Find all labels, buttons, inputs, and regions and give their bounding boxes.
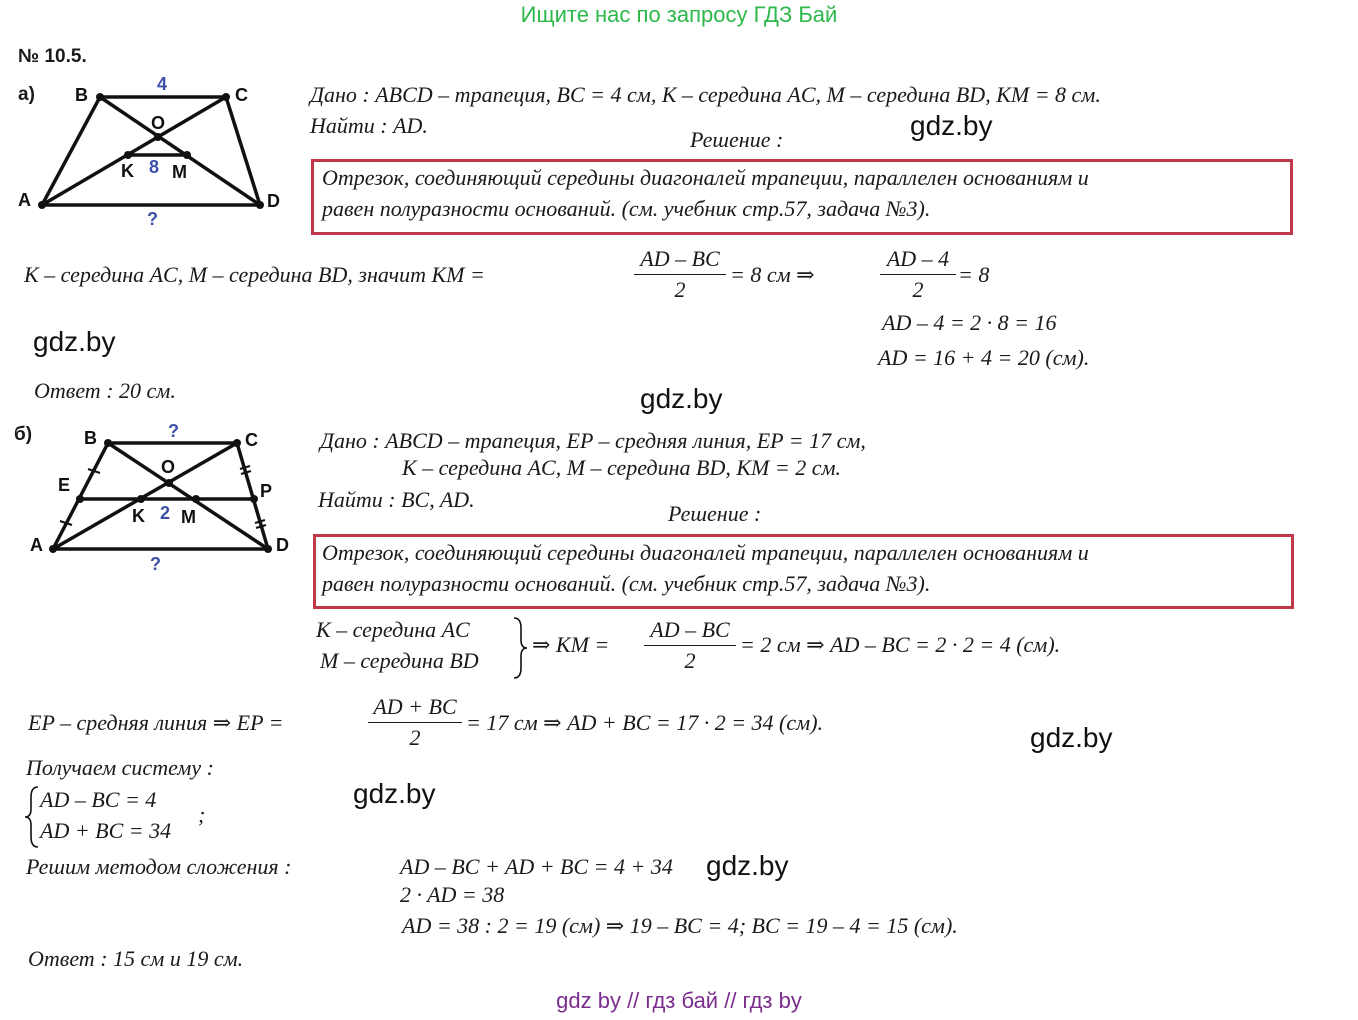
theorem-a-line1: Отрезок, соединяющий середины диагоналей трапеции, параллелен основаниям и	[322, 165, 1089, 190]
trapezoid-b-figure	[0, 410, 310, 580]
vertex-b-label: B	[75, 85, 88, 105]
vertex-b2-label: B	[84, 428, 97, 448]
banner: Ищите нас по запросу ГДЗ Бай	[520, 2, 838, 27]
ad-unknown-label: ?	[147, 209, 158, 229]
system-semicolon: ;	[198, 802, 206, 827]
part-a-step1-text: К – середина AC, M – середина BD, значит KM =	[24, 262, 485, 287]
part-a-frac2-result: = 8	[958, 262, 990, 287]
problem-number: № 10.5.	[18, 46, 87, 67]
fraction-ad-a-num: AD – 4	[886, 246, 950, 271]
part-a-label: а)	[18, 84, 35, 105]
watermark-b2: gdz.by	[353, 778, 436, 809]
part-a-find: Найти : AD.	[310, 113, 428, 138]
part-b-given1: Дано : ABCD – трапеция, EP – средняя линия, EP = 17 см,	[320, 428, 866, 453]
part-b-solution-label: Решение :	[668, 501, 762, 526]
fraction-km-b-den: 2	[684, 648, 696, 673]
fraction-ad-a	[880, 246, 956, 303]
fraction-km-a-den: 2	[674, 277, 686, 302]
method-step1: AD – BC + AD + BC = 4 + 34	[400, 854, 673, 879]
bc-unknown-label: ?	[168, 421, 179, 441]
part-b-label: б)	[14, 424, 33, 445]
fraction-ep-den: 2	[409, 725, 421, 750]
point-k2-label: K	[132, 506, 145, 526]
brace-right-icon	[512, 616, 528, 680]
ad-unknown2-label: ?	[150, 554, 161, 574]
vertex-c-label: C	[235, 85, 248, 105]
watermark-a1: gdz.by	[910, 110, 993, 141]
part-b-given2: К – середина AC, M – середина BD, KM = 2 см.	[402, 455, 842, 480]
point-m2-label: M	[181, 507, 196, 527]
part-a-solution-label: Решение :	[690, 127, 784, 152]
point-m-label: M	[172, 162, 187, 182]
fraction-ad-a-den: 2	[912, 277, 924, 302]
part-b-step1-pre: ⇒ KM =	[532, 632, 610, 657]
fraction-km-a-num: AD – BC	[640, 246, 720, 271]
part-b-answer: Ответ : 15 см и 19 см.	[28, 946, 244, 971]
fraction-km-a	[634, 246, 726, 303]
km2-length-label: 2	[160, 503, 171, 523]
trapezoid-a-figure	[0, 70, 300, 240]
vertex-d-label: D	[267, 191, 280, 211]
method-step2: 2 · AD = 38	[400, 882, 505, 907]
theorem-a-line2: равен полуразности оснований. (см. учебник стр.57, задача №3).	[322, 196, 931, 221]
system-label: Получаем систему :	[26, 755, 214, 780]
part-a-answer: Ответ : 20 см.	[34, 378, 176, 403]
system-eq1: AD – BC = 4	[40, 787, 157, 812]
part-b-find: Найти : BC, AD.	[318, 487, 475, 512]
vertex-a-label: A	[18, 190, 31, 210]
part-a-step2: AD – 4 = 2 · 8 = 16	[882, 310, 1057, 335]
km-length-label: 8	[149, 157, 160, 177]
point-o-label: O	[151, 113, 166, 133]
point-k-label: K	[121, 161, 134, 181]
watermark-a3: gdz.by	[640, 383, 723, 414]
fraction-ep	[368, 694, 462, 751]
part-b-cond1: К – середина AC	[316, 617, 470, 642]
part-b-cond2: M – середина BD	[320, 648, 479, 673]
bc-length-label: 4	[157, 74, 168, 94]
watermark-b3: gdz.by	[706, 850, 789, 881]
part-a-given: Дано : ABCD – трапеция, BC = 4 см, К – середина AC, M – середина BD, KM = 8 см.	[310, 82, 1101, 107]
vertex-d2-label: D	[276, 535, 289, 555]
part-b-step1-result: = 2 см ⇒ AD – BC = 2 · 2 = 4 (см).	[740, 632, 1061, 657]
part-a-step1-result: = 8 см ⇒	[730, 262, 815, 287]
theorem-b-line1: Отрезок, соединяющий середины диагоналей трапеции, параллелен основаниям и	[322, 540, 1089, 565]
footer-links[interactable]: gdz by // гдз бай // гдз by	[556, 988, 802, 1013]
fraction-km-b	[644, 617, 736, 674]
point-e-label: E	[58, 475, 71, 495]
fraction-km-b-num: AD – BC	[650, 617, 730, 642]
part-a-step3: AD = 16 + 4 = 20 (см).	[878, 345, 1090, 370]
method-step3: AD = 38 : 2 = 19 (см) ⇒ 19 – BC = 4; BC = 19 – 4 = 15 (см).	[402, 913, 958, 938]
method-label: Решим методом сложения :	[26, 854, 292, 879]
watermark-b1: gdz.by	[1030, 722, 1113, 753]
theorem-b-line2: равен полуразности оснований. (см. учебник стр.57, задача №3).	[322, 571, 931, 596]
part-b-step2-pre: EP – средняя линия ⇒ EP =	[28, 710, 284, 735]
part-b-step2-result: = 17 см ⇒ AD + BC = 17 · 2 = 34 (см).	[466, 710, 824, 735]
brace-left-icon	[24, 785, 40, 849]
vertex-a2-label: A	[30, 535, 43, 555]
fraction-ep-num: AD + BC	[373, 694, 457, 719]
point-o2-label: O	[161, 457, 176, 477]
watermark-a2: gdz.by	[33, 326, 116, 357]
vertex-c2-label: C	[245, 430, 258, 450]
point-p-label: P	[260, 481, 273, 501]
system-eq2: AD + BC = 34	[40, 818, 172, 843]
